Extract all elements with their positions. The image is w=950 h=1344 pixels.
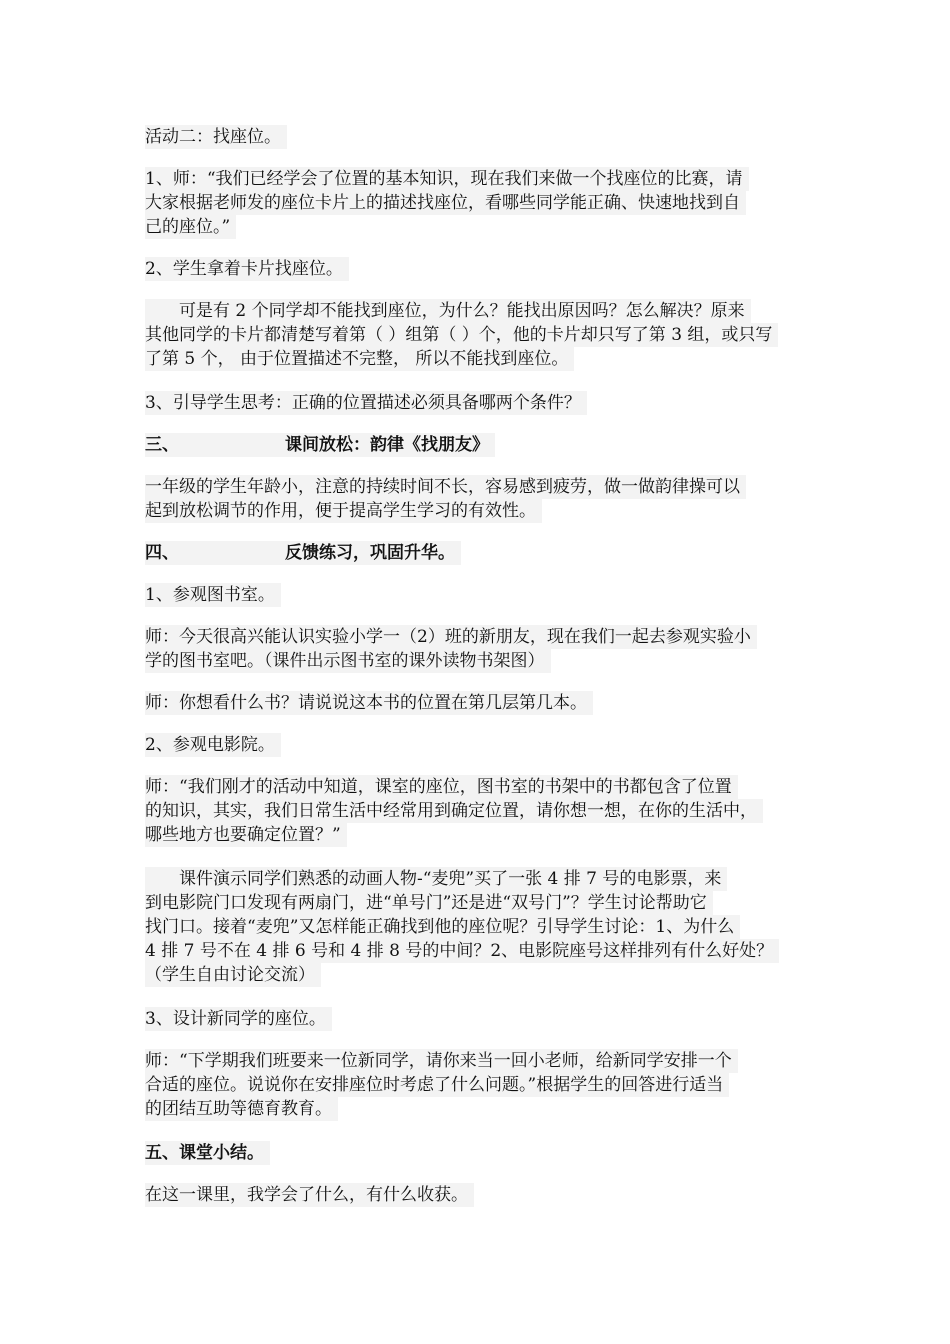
text-line: 3、引导学生思考：正确的位置描述必须具备哪两个条件？ [145,391,587,415]
paragraph-cinema-demo [145,867,810,987]
text-line: 2、参观电影院。 [145,733,281,757]
text-line: 3、设计新同学的座位。 [145,1007,332,1031]
paragraph-step-3 [145,391,810,415]
section-title: 反馈练习，巩固升华。 [285,543,455,563]
paragraph-summary [145,1183,810,1207]
text-line: 师：今天很高兴能认识实验小学一（2）班的新朋友，现在我们一起去参观实验小 [145,625,757,649]
paragraph-relax [145,475,810,523]
paragraph-step-2 [145,257,810,281]
activity-heading [145,125,810,149]
text-line: 活动二：找座位。 [145,125,287,149]
text-line: 哪些地方也要确定位置？” [145,823,347,847]
text-line: 到电影院门口发现有两扇门，进“单号门”还是进“双号门”？学生讨论帮助它 [145,891,713,915]
text-line: 的团结互助等德育教育。 [145,1097,338,1121]
heading-line: 五、课堂小结。 [145,1141,270,1165]
text-line: 2、学生拿着卡片找座位。 [145,257,349,281]
text-line: 可是有 2 个同学却不能找到座位，为什么？能找出原因吗？怎么解决？原来 [145,299,751,323]
text-line: （学生自由讨论交流） [145,963,321,987]
text-line: 师：“我们刚才的活动中知道，课室的座位，图书室的书架中的书都包含了位置 [145,775,738,799]
text-line: 在这一课里，我学会了什么，有什么收获。 [145,1183,474,1207]
paragraph-cinema [145,733,810,757]
text-line: 师：你想看什么书？请说说这本书的位置在第几层第几本。 [145,691,593,715]
paragraph-library-teacher [145,625,810,673]
text-line: 师：“下学期我们班要来一位新同学，请你来当一回小老师，给新同学安排一个 [145,1049,738,1073]
text-line: 1、师：“我们已经学会了位置的基本知识，现在我们来做一个找座位的比赛，请 [145,167,749,191]
section-number: 四、 [145,543,179,563]
section-heading-5 [145,1141,810,1165]
text-line: 4 排 7 号不在 4 排 6 号和 4 排 8 号的中间？2、电影院座号这样排列有什么好处？ [145,939,779,963]
text-line: 了第 5 个， 由于位置描述不完整， 所以不能找到座位。 [145,347,574,371]
paragraph-library-question [145,691,810,715]
section-number: 三、 [145,435,179,455]
paragraph-teacher-intro [145,167,810,239]
text-line: 学的图书室吧。（课件出示图书室的课外读物书架图） [145,649,551,673]
text-line: 1、参观图书室。 [145,583,281,607]
paragraph-problem [145,299,810,371]
section-heading-4 [145,541,810,565]
text-line: 课件演示同学们熟悉的动画人物-“麦兜”买了一张 4 排 7 号的电影票，来 [145,867,727,891]
section-heading-3 [145,433,810,457]
section-title: 课间放松：韵律《找朋友》 [285,435,489,455]
paragraph-new-student [145,1049,810,1121]
text-line: 己的座位。” [145,215,236,239]
heading-line [145,541,461,565]
paragraph-cinema-teacher [145,775,810,847]
text-line: 一年级的学生年龄小，注意的持续时间不长，容易感到疲劳，做一做韵律操可以 [145,475,746,499]
text-line: 起到放松调节的作用，便于提高学生学习的有效性。 [145,499,542,523]
text-line: 大家根据老师发的座位卡片上的描述找座位，看哪些同学能正确、快速地找到自 [145,191,746,215]
text-line: 的知识，其实，我们日常生活中经常用到确定位置，请你想一想，在你的生活中， [145,799,763,823]
paragraph-library [145,583,810,607]
heading-line [145,433,495,457]
text-line: 其他同学的卡片都清楚写着第（ ）组第（ ）个，他的卡片却只写了第 3 组，或只写 [145,323,778,347]
text-line: 找门口。接着“麦兜”又怎样能正确找到他的座位呢？引导学生讨论：1、为什么 [145,915,740,939]
text-line: 合适的座位。说说你在安排座位时考虑了什么问题。”根据学生的回答进行适当 [145,1073,729,1097]
paragraph-design-seat [145,1007,810,1031]
